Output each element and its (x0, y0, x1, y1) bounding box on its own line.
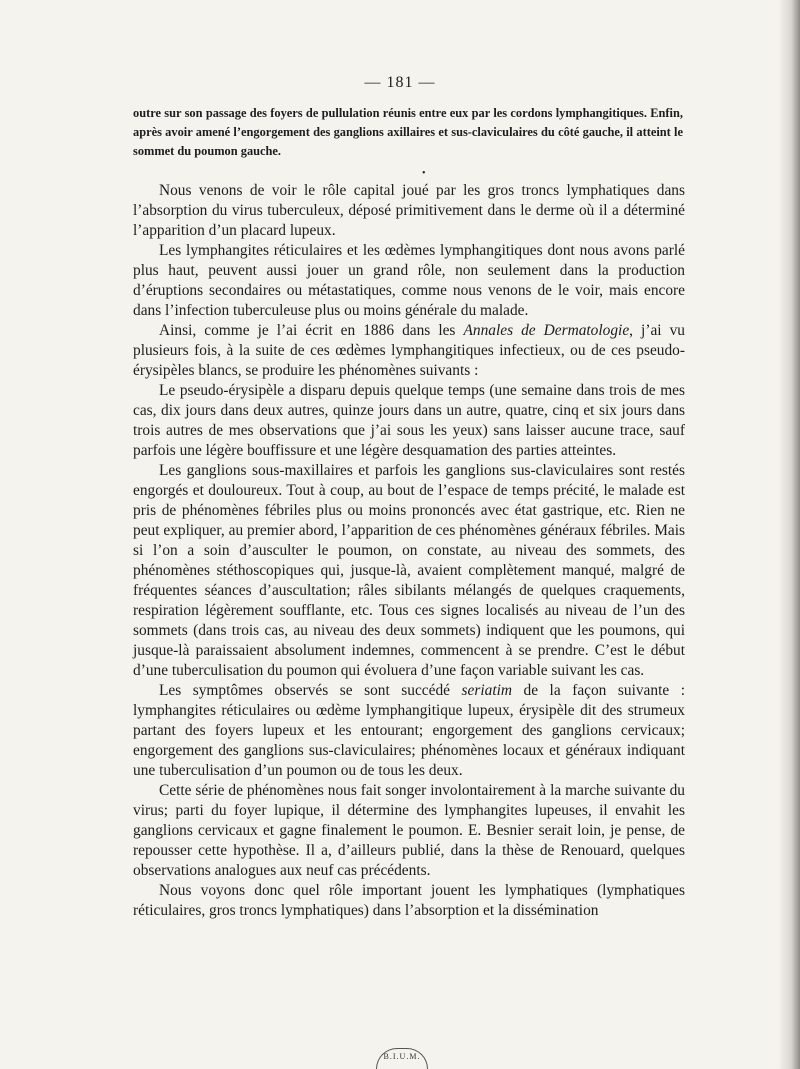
page-number: — 181 — (364, 74, 436, 91)
paragraph-6 (133, 681, 685, 781)
paragraph-4: Le pseudo-érysipèle a disparu depuis quelque temps (une semaine dans trois de mes cas, dix jours dans deux autres, quinze jours dans un autre, quatre, cinq et six jours dans trois autres de mes observations que j’ai sous les yeux) sans laisser aucune trace, sauf parfois une légère bouffissure et une légère desquamation des parties atteintes. (133, 382, 685, 459)
paragraph-6-start: Les symptômes observés se sont succédé (159, 682, 462, 699)
paragraph-1: Nous venons de voir le rôle capital joué par les gros troncs lymphatiques dans l’absorption du virus tuberculeux, déposé primitivement dans le derme où il a déterminé l’apparition d’un placard lupeux. (133, 182, 685, 239)
paragraph-6-end: de la façon suivante : lymphangites réticulaires ou œdème lymphangitique lupeux, érysipèle dit des strumeux partant des foyers lupeux et les entourant; engorgement des ganglions cervicaux; engorgement des ganglions sus-claviculaires; phénomènes locaux et généraux indiquant une tuberculisation d’un poumon ou de tous les deux. (133, 682, 685, 779)
main-text (133, 181, 685, 921)
footnote (133, 104, 683, 161)
page-edge-shadow (778, 0, 800, 1069)
library-stamp: B.I.U.M. (376, 1048, 428, 1069)
paragraph-3-start: Ainsi, comme je l’ai écrit en 1886 dans les (159, 322, 464, 339)
paragraph-5: Les ganglions sous-maxillaires et parfois les ganglions sus-claviculaires sont restés engorgés et douloureux. Tout à coup, au bout de l’espace de temps précité, le malade est pris de phénomènes fébriles plus ou moins prononcés avec état gastrique, etc. Rien ne peut expliquer, au premier abord, l’apparition de ces phénomènes généraux fébriles. Mais si l’on a soin d’ausculter le poumon, on constate, au niveau des sommets, des phénomènes stéthoscopiques qui, jusque-là, avaient complètement manqué, malgré de fréquentes séances d’auscultation; râles sibilants mélangés de quelques craquements, respiration légèrement soufflante, etc. Tous ces signes localisés au niveau de l’un des sommets (dans trois cas, au niveau des deux sommets) indiquent que les poumons, qui jusque-là paraissaient absolument indemnes, commencent à se prendre. C’est le début d’une tuberculisation du poumon qui évoluera d’une façon variable suivant les cas. (133, 462, 685, 679)
paragraph-3 (133, 321, 685, 381)
footnote-text: outre sur son passage des foyers de pullulation réunis entre eux par les cordons lymphangitiques. Enfin, après avoir amené l’engorgement des ganglions axillaires et sus-claviculaires du côté gauche, il atteint le sommet du poumon gauche. (133, 106, 683, 158)
paragraph-7: Cette série de phénomènes nous fait songer involontairement à la marche suivante du virus; parti du foyer lupique, il détermine des lymphangites lupeuses, il envahit les ganglions cervicaux et gagne finalement le poumon. E. Besnier serait loin, je pense, de repousser cette hypothèse. Il a, d’ailleurs publié, dans la thèse de Renouard, quelques observations analogues aux neuf cas précédents. (133, 782, 685, 879)
paragraph-3-end: , j’ai vu plusieurs fois, à la suite de ces œdèmes lymphangitiques infectieux, ou de ces pseudo-érysipèles blancs, se produire les phénomènes suivants : (133, 322, 685, 379)
paragraph-8: Nous voyons donc quel rôle important jouent les lymphatiques (lymphatiques réticulaires, gros troncs lymphatiques) dans l’absorption et la dissémination (133, 882, 685, 919)
stray-mark: • (422, 168, 426, 179)
paragraph-2: Les lymphangites réticulaires et les œdèmes lymphangitiques dont nous avons parlé plus haut, peuvent aussi jouer un grand rôle, non seulement dans la production d’éruptions secondaires ou métastatiques, comme nous venons de le voir, mais encore dans l’infection tuberculeuse plus ou moins générale du malade. (133, 242, 685, 319)
journal-title: Annales de Dermatologie (463, 322, 630, 339)
latin-term: seriatim (461, 682, 512, 699)
